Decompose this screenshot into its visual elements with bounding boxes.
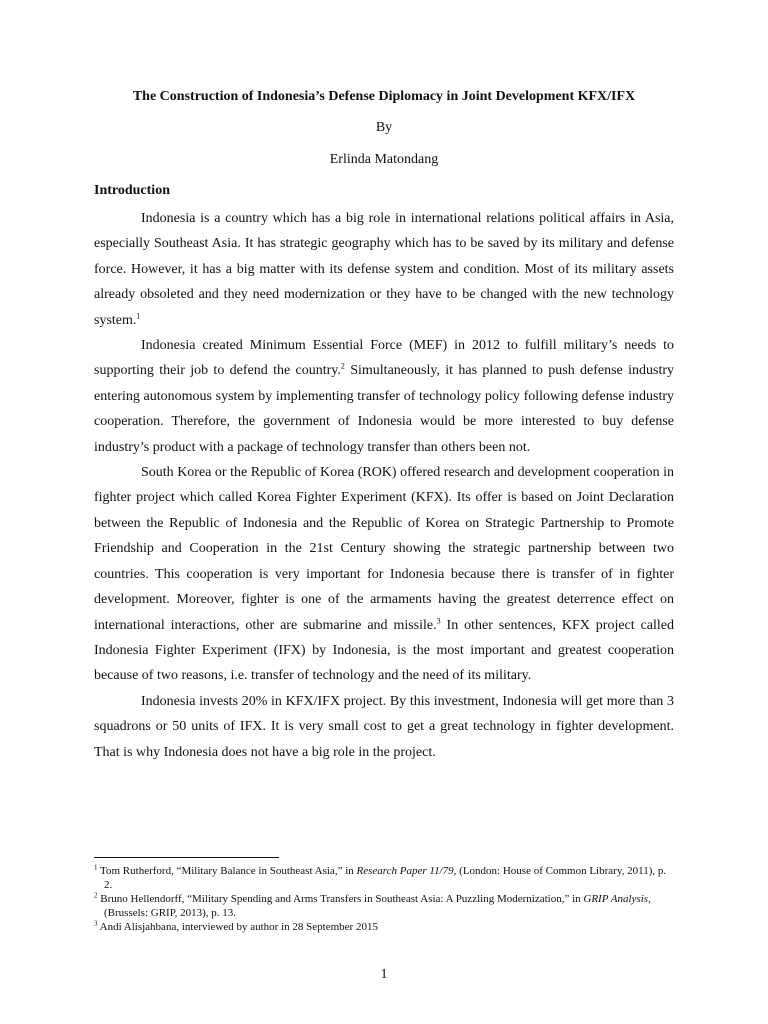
paragraph-text: Indonesia invests 20% in KFX/IFX project. By this investment, Indonesia will get more than 3 squadrons or 50 units of IFX. It is very small cost to get a great technology in fighter development. That is why Indonesia does not have a big role in the project. <box>94 693 674 760</box>
paragraph-4 <box>94 689 674 765</box>
footnote-divider <box>94 857 279 858</box>
paragraph-text: Simultaneously, it has planned to push defense industry entering autonomous system by implementing transfer of technology policy following defense industry cooperation. Therefore, the government of Indonesia would be more interested to buy defense industry’s product with a package of technology transfer than others been not. <box>94 363 674 455</box>
paragraph-text: In other sentences, KFX project called Indonesia Fighter Experiment (IFX) by Indonesia, is the most important and greatest cooperation because of two reasons, i.e. transfer of technology and the need of its military. <box>94 617 674 684</box>
footnote-italic: Research Paper 11/79 <box>356 865 454 877</box>
footnote-number: 3 <box>94 919 98 928</box>
footnote-ref: 2 <box>340 361 345 371</box>
footnote-text: Bruno Hellendorff, “Military Spending and Arms Transfers in Southeast Asia: A Puzzling Modernization,” in <box>97 893 584 905</box>
footnote-ref: 3 <box>436 615 441 625</box>
author-name: Erlinda Matondang <box>329 152 439 167</box>
footnote-3 <box>94 920 674 934</box>
footnote-2 <box>94 892 674 920</box>
footnote-ref: 1 <box>136 310 141 320</box>
byline-label: By <box>375 120 393 135</box>
document-title: The Construction of Indonesia’s Defense Diplomacy in Joint Development KFX/IFX <box>132 89 636 104</box>
footnote-italic: GRIP Analysis <box>583 893 649 905</box>
footnote-text: Tom Rutherford, “Military Balance in Southeast Asia,” in <box>97 865 357 877</box>
paragraph-1 <box>94 206 674 333</box>
paragraph-2 <box>94 333 674 460</box>
section-heading: Introduction <box>94 183 170 198</box>
footnote-text: , (London: House of Common Library, 2011), p. 2. <box>104 865 667 891</box>
paragraph-text: Indonesia created Minimum Essential Force (MEF) in 2012 to fulfill military’s needs to supporting their job to defend the country. <box>94 338 674 379</box>
paragraph-3 <box>94 460 674 689</box>
body-text <box>94 206 674 765</box>
paragraph-text: Indonesia is a country which has a big role in international relations political affairs in Asia, especially Southeast Asia. It has strategic geography which has to be saved by its military and defense force. However, it has a big matter with its defense system and condition. Most of its military assets already obsoleted and they need modernization or they have to be changed with the new technology system. <box>94 211 674 328</box>
footnote-number: 1 <box>94 863 98 872</box>
footnotes <box>94 864 674 934</box>
footnote-number: 2 <box>94 891 98 900</box>
page-number: 1 <box>380 967 388 982</box>
footnote-text: Andi Alisjahbana, interviewed by author in 28 September 2015 <box>97 921 378 933</box>
footnote-1 <box>94 864 674 892</box>
paragraph-text: South Korea or the Republic of Korea (ROK) offered research and development cooperation in fighter project which called Korea Fighter Experiment (KFX). Its offer is based on Joint Declaration between the Republic of Indonesia and the Republic of Korea on Strategic Partnership to Promote Friendship and Cooperation in the 21st Century showing the strategic partnership between two countries. This cooperation is very important for Indonesia because there is transfer of in fighter development. Moreover, fighter is one of the armaments having the greatest deterrence effect on international interactions, other are submarine and missile. <box>94 465 674 633</box>
footnote-text: , (Brussels: GRIP, 2013), p. 13. <box>104 893 651 919</box>
